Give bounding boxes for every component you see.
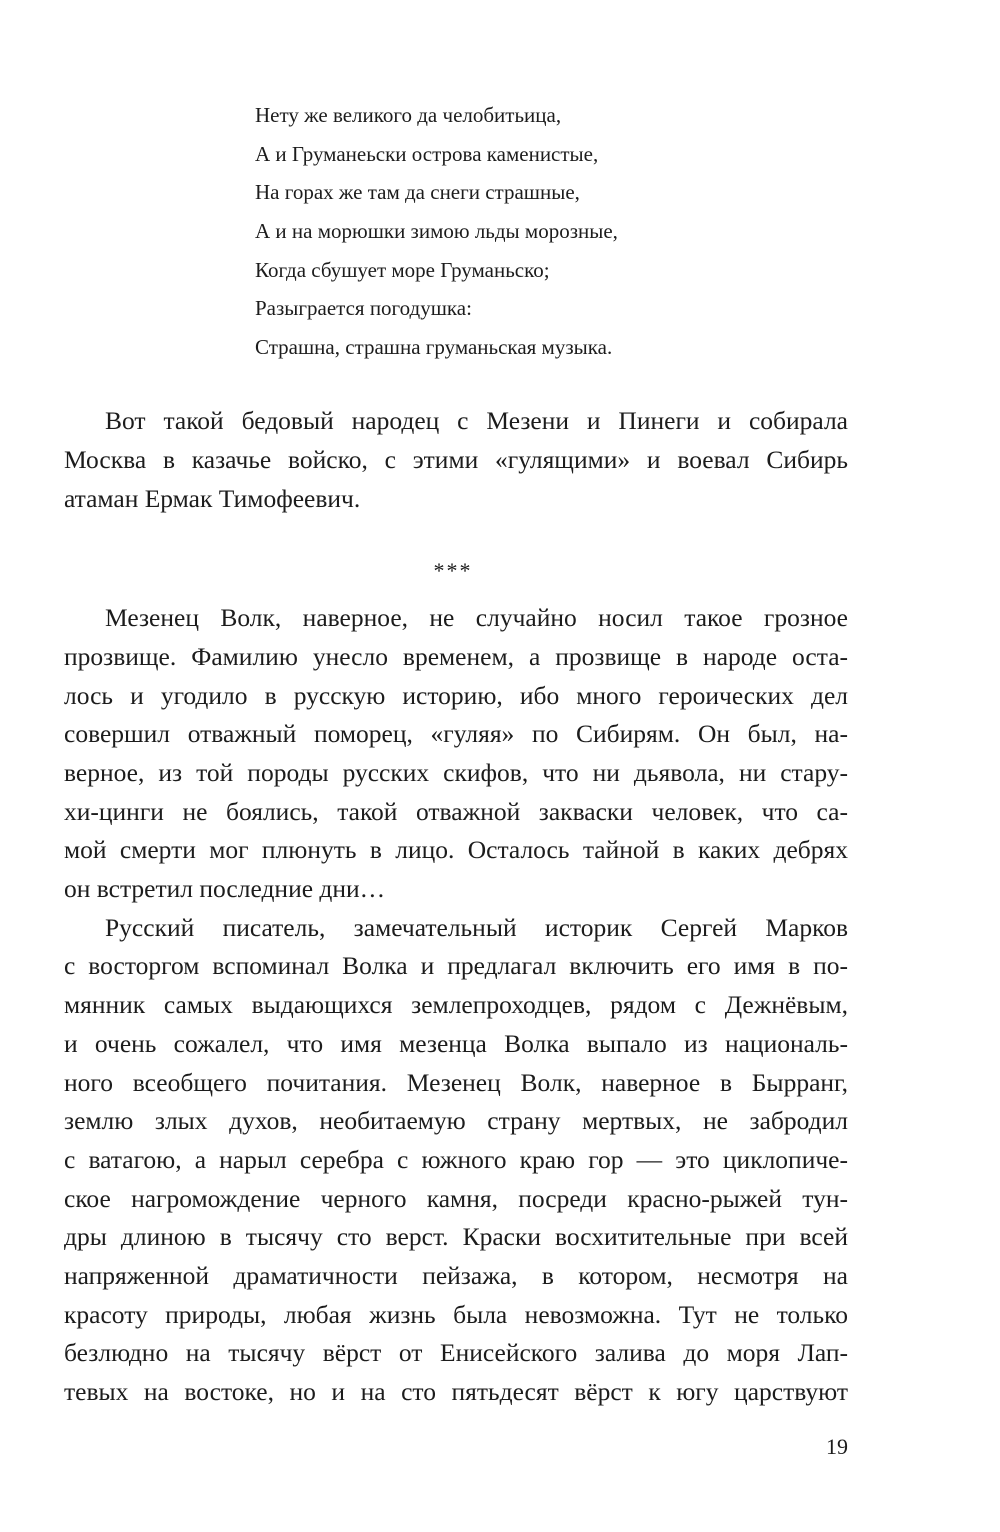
text-line: лось и угодило в русскую историю, ибо много героических дел	[64, 681, 848, 710]
text-line: ного всеобщего почитания. Мезенец Волк, наверное в Бырранг,	[64, 1068, 848, 1097]
verse-line: Страшна, страшна груманьская музыка.	[255, 335, 613, 360]
text-line: Русский писатель, замечательный историк Сергей Марков	[105, 913, 848, 942]
verse-line: А и на морюшки зимою льды морозные,	[255, 219, 618, 244]
text-line: верное, из той породы русских скифов, что ни дьявола, ни стару-	[64, 758, 848, 787]
text-line: безлюдно на тысячу вёрст от Енисейского залива до моря Лап-	[64, 1338, 848, 1367]
text-line: мой смерти мог плюнуть в лицо. Осталось тайной в каких дебрях	[64, 835, 848, 864]
text-line: красоту природы, любая жизнь была невозможна. Тут не только	[64, 1300, 848, 1329]
text-line: Мезенец Волк, наверное, не случайно носил такое грозное	[105, 603, 848, 632]
text-line: прозвище. Фамилию унесло временем, а прозвище в народе оста-	[64, 642, 848, 671]
verse-line: Нету же великого да челобитьица,	[255, 103, 562, 127]
text-line: землю злых духов, необитаемую страну мертвых, не забродил	[64, 1106, 848, 1135]
text-line: тевых на востоке, но и на сто пятьдесят вёрст к югу царствуют	[64, 1377, 848, 1406]
text-line: и очень сожалел, что имя мезенца Волка выпало из националь-	[64, 1029, 848, 1058]
text-line: атаман Ермак Тимофеевич.	[64, 484, 361, 513]
text-line: с восторгом вспоминал Волка и предлагал включить его имя в по-	[64, 951, 848, 980]
text-line: Вот такой бедовый народец с Мезени и Пинеги и собирала	[105, 406, 848, 435]
verse-line: На горах же там да снеги страшные,	[255, 180, 580, 205]
text-line: ское нагромождение черного камня, посреди красно-рыжей тун-	[64, 1184, 848, 1213]
page-number: 19	[826, 1434, 848, 1459]
text-line: напряженной драматичности пейзажа, в котором, несмотря на	[64, 1261, 848, 1290]
verse-block	[255, 96, 855, 367]
text-line: хи-цинги не боялись, такой отважной закваски человек, что са-	[64, 797, 848, 826]
verse-line: Разыграется погодушка:	[255, 296, 472, 321]
verse-line: Когда сбушует море Груманьско;	[255, 257, 550, 282]
text-line: мянник самых выдающихся землепроходцев, рядом с Дежнёвым,	[64, 990, 848, 1019]
section-separator: ***	[433, 558, 473, 583]
text-line: дры длиною в тысячу сто верст. Краски восхитительные при всей	[64, 1222, 848, 1251]
text-line: с ватагою, а нарыл серебра с южного краю гор — это циклопиче-	[64, 1145, 848, 1174]
text-line: Москва в казачье войско, с этими «гулящими» и воевал Сибирь	[64, 445, 848, 474]
verse-line: А и Груманеьски острова каменистые,	[255, 141, 599, 166]
text-line: он встретил последние дни…	[64, 874, 386, 903]
text-line: совершил отважный поморец, «гуляя» по Сибирям. Он был, на-	[64, 719, 848, 748]
